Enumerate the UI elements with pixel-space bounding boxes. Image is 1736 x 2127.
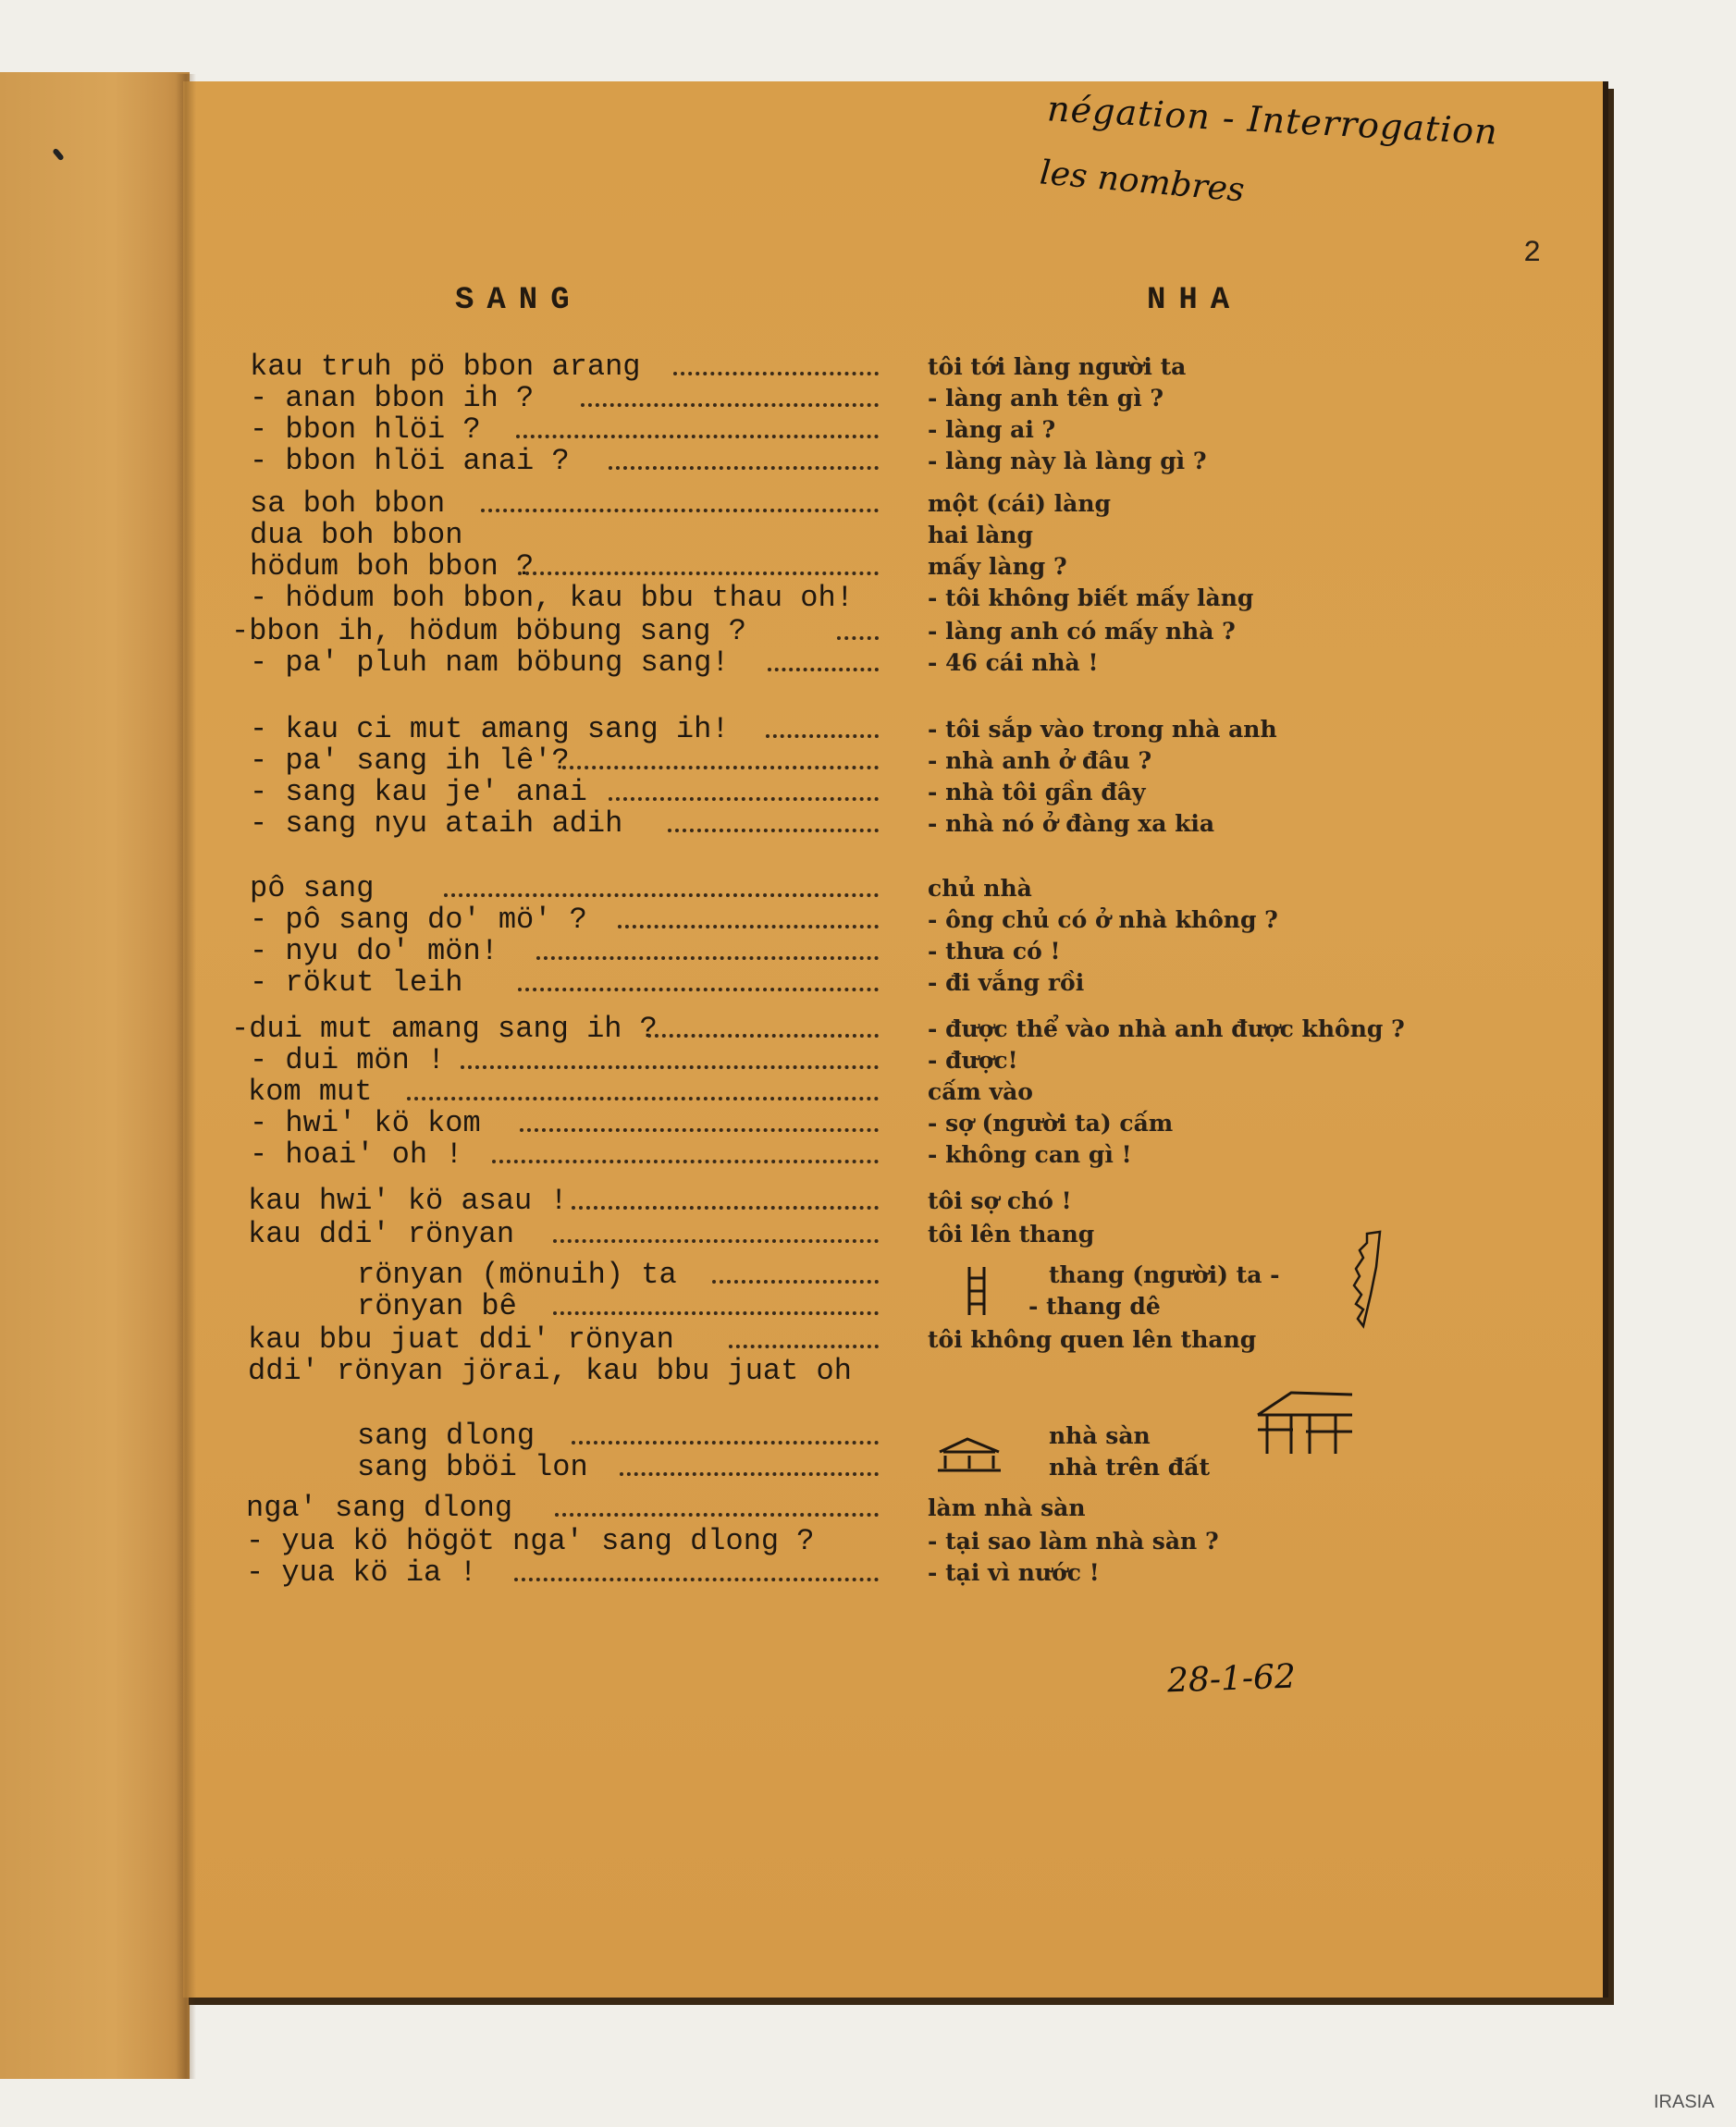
vocabulary-row xyxy=(0,350,1736,384)
sang-text: - pa' pluh nam böbung sang! xyxy=(250,645,730,680)
nha-translation: - tôi không biết mấy làng xyxy=(928,584,1254,611)
nha-translation: - làng này là làng gì ? xyxy=(928,448,1207,474)
vocabulary-row xyxy=(0,965,1736,1000)
sang-text: - hödum boh bbon, kau bbu thau oh! xyxy=(250,581,854,615)
vocabulary-row xyxy=(0,806,1736,841)
vocabulary-row xyxy=(0,444,1736,478)
sang-text: kom mut xyxy=(248,1075,373,1109)
sang-text: dua boh bbon xyxy=(250,518,463,552)
vocabulary-row xyxy=(0,1184,1736,1218)
nha-translation: tôi tới làng người ta xyxy=(928,353,1187,380)
sang-text: ddi' rönyan jörai, kau bbu juat oh xyxy=(248,1354,852,1388)
sang-text: - dui mön ! xyxy=(250,1043,446,1077)
dot-leader xyxy=(609,466,879,470)
nha-translation: nhà trên đất xyxy=(1049,1454,1210,1481)
dot-leader xyxy=(514,1578,879,1581)
vocabulary-row xyxy=(0,581,1736,615)
vocabulary-row xyxy=(0,645,1736,680)
vocabulary-row xyxy=(0,1043,1736,1077)
sang-text: - bbon hlöi anai ? xyxy=(250,444,570,478)
nha-translation: - được thể vào nhà anh được không ? xyxy=(928,1015,1405,1042)
sang-text: - pa' sang ih lê'? xyxy=(250,744,570,778)
nha-translation: tôi lên thang xyxy=(928,1221,1095,1248)
vocabulary-row xyxy=(0,1258,1736,1292)
nha-translation: - làng anh có mấy nhà ? xyxy=(928,618,1236,645)
page-number: 2 xyxy=(1523,236,1542,270)
dot-leader xyxy=(555,1513,879,1517)
dot-leader xyxy=(553,1311,879,1315)
sang-text: -dui mut amang sang ih ? xyxy=(231,1012,658,1046)
vocabulary-row xyxy=(0,1354,1736,1388)
nha-translation: - nhà anh ở đâu ? xyxy=(928,747,1152,774)
log-ladder-sketch xyxy=(1339,1230,1395,1332)
sang-text: - rökut leih xyxy=(250,965,463,1000)
nha-translation: - không can gì ! xyxy=(928,1141,1132,1168)
dot-leader xyxy=(518,572,879,575)
nha-translation: chủ nhà xyxy=(928,875,1032,902)
sang-text: hödum boh bbon ? xyxy=(250,549,535,584)
dot-leader xyxy=(444,893,879,897)
sang-text: - anan bbon ih ? xyxy=(250,381,535,415)
handwritten-date: 28-1-62 xyxy=(1166,1657,1297,1701)
dot-leader xyxy=(562,766,879,769)
vocabulary-row xyxy=(0,934,1736,968)
dot-leader xyxy=(673,372,879,375)
nha-translation: tôi sợ chó ! xyxy=(928,1187,1072,1214)
vocabulary-row xyxy=(0,903,1736,937)
dot-leader xyxy=(407,1097,879,1100)
sang-text: kau truh pö bbon arang xyxy=(250,350,641,384)
vocabulary-row xyxy=(0,712,1736,746)
nha-translation: - làng anh tên gì ? xyxy=(928,385,1164,412)
nha-translation: mấy làng ? xyxy=(928,553,1067,580)
nha-translation: thang (người) ta - xyxy=(1049,1261,1280,1288)
dot-leader xyxy=(572,1206,879,1210)
sang-text: - nyu do' mön! xyxy=(250,934,499,968)
dot-leader xyxy=(609,797,879,801)
dot-leader xyxy=(492,1160,879,1163)
vocabulary-row xyxy=(0,1491,1736,1525)
sang-text: kau bbu juat ddi' rönyan xyxy=(248,1322,674,1357)
nha-translation: - thang dê xyxy=(1028,1293,1161,1320)
nha-translation: nhà sàn xyxy=(1049,1422,1151,1449)
dot-leader xyxy=(766,734,879,738)
sang-text: - sang nyu ataih adih xyxy=(250,806,623,841)
dot-leader xyxy=(481,509,879,512)
vocabulary-row xyxy=(0,1137,1736,1172)
vocabulary-row xyxy=(0,412,1736,447)
handwritten-title: négation - Interrogation xyxy=(1046,88,1499,153)
dot-leader xyxy=(837,636,879,640)
sang-text: - pô sang do' mö' ? xyxy=(250,903,587,937)
watermark: IRASIA xyxy=(1654,2092,1715,2112)
vocabulary-row xyxy=(0,744,1736,778)
vocabulary-row xyxy=(0,1012,1736,1046)
sang-text: kau hwi' kö asau ! xyxy=(248,1184,568,1218)
dot-leader xyxy=(518,988,879,991)
dot-leader xyxy=(553,1239,879,1243)
stilt-house-sketch xyxy=(1254,1389,1356,1456)
dot-leader xyxy=(729,1345,879,1348)
sang-text: rönyan (mönuih) ta xyxy=(357,1258,677,1292)
vocabulary-row xyxy=(0,1450,1736,1484)
vocabulary-row xyxy=(0,614,1736,648)
dot-leader xyxy=(536,956,879,960)
sang-text: sang dlong xyxy=(357,1419,536,1453)
nha-translation: - làng ai ? xyxy=(928,416,1056,443)
dot-leader xyxy=(712,1280,879,1284)
dot-leader xyxy=(520,1128,879,1132)
handwritten-subtitle: les nombres xyxy=(1038,154,1247,210)
sang-text: - yua kö högöt nga' sang dlong ? xyxy=(246,1524,815,1558)
sang-text: -bbon ih, hödum böbung sang ? xyxy=(231,614,746,648)
nha-translation: - tại vì nước ! xyxy=(928,1559,1100,1586)
vocabulary-row xyxy=(0,1106,1736,1140)
vocabulary-row xyxy=(0,871,1736,905)
column-header-right: NHA xyxy=(1147,283,1243,318)
nha-translation: tôi không quen lên thang xyxy=(928,1326,1257,1353)
nha-translation: cấm vào xyxy=(928,1078,1033,1105)
nha-translation: - ông chủ có ở nhà không ? xyxy=(928,906,1278,933)
nha-translation: - thưa có ! xyxy=(928,938,1061,965)
sang-text: - kau ci mut amang sang ih! xyxy=(250,712,730,746)
dot-leader xyxy=(461,1065,879,1069)
dot-leader xyxy=(768,668,879,671)
vocabulary-row xyxy=(0,549,1736,584)
vocabulary-row xyxy=(0,1217,1736,1251)
ladder-sketch xyxy=(964,1265,1001,1317)
sang-text: - sang kau je' anai xyxy=(250,775,587,809)
sang-text: - yua kö ia ! xyxy=(246,1555,477,1590)
dot-leader xyxy=(620,1472,879,1476)
nha-translation: - sợ (người ta) cấm xyxy=(928,1110,1174,1137)
column-header-left: SANG xyxy=(455,283,583,318)
dot-leader xyxy=(581,403,879,407)
dot-leader xyxy=(647,1034,879,1038)
nha-translation: - nhà nó ở đàng xa kia xyxy=(928,810,1215,837)
sang-text: - hoai' oh ! xyxy=(250,1137,463,1172)
nha-translation: - tại sao làm nhà sàn ? xyxy=(928,1528,1219,1555)
nha-translation: - được! xyxy=(928,1047,1018,1074)
nha-translation: - tôi sắp vào trong nhà anh xyxy=(928,716,1277,743)
nha-translation: - nhà tôi gần đây xyxy=(928,779,1146,805)
vocabulary-row xyxy=(0,1419,1736,1453)
vocabulary-row xyxy=(0,1555,1736,1590)
sang-text: sang bböi lon xyxy=(357,1450,588,1484)
nha-translation: hai làng xyxy=(928,522,1033,548)
nha-translation: - đi vắng rồi xyxy=(928,969,1085,996)
sang-text: kau ddi' rönyan xyxy=(248,1217,515,1251)
sang-text: pô sang xyxy=(250,871,375,905)
dot-leader xyxy=(668,829,879,832)
nha-translation: một (cái) làng xyxy=(928,490,1112,517)
sang-text: - bbon hlöi ? xyxy=(250,412,481,447)
vocabulary-row xyxy=(0,518,1736,552)
sang-text: sa boh bbon xyxy=(250,486,446,521)
vocabulary-row xyxy=(0,1524,1736,1558)
dot-leader xyxy=(516,435,879,438)
sang-text: rönyan bê xyxy=(357,1289,517,1323)
vocabulary-row xyxy=(0,775,1736,809)
vocabulary-row xyxy=(0,1289,1736,1323)
vocabulary-row xyxy=(0,1075,1736,1109)
nha-translation: - 46 cái nhà ! xyxy=(928,649,1099,676)
ground-house-sketch xyxy=(936,1435,1003,1472)
vocabulary-row xyxy=(0,1322,1736,1357)
nha-translation: làm nhà sàn xyxy=(928,1494,1086,1521)
dot-leader xyxy=(618,925,879,928)
sang-text: - hwi' kö kom xyxy=(250,1106,481,1140)
vocabulary-row xyxy=(0,381,1736,415)
dot-leader xyxy=(572,1441,879,1445)
sang-text: nga' sang dlong xyxy=(246,1491,513,1525)
vocabulary-row xyxy=(0,486,1736,521)
